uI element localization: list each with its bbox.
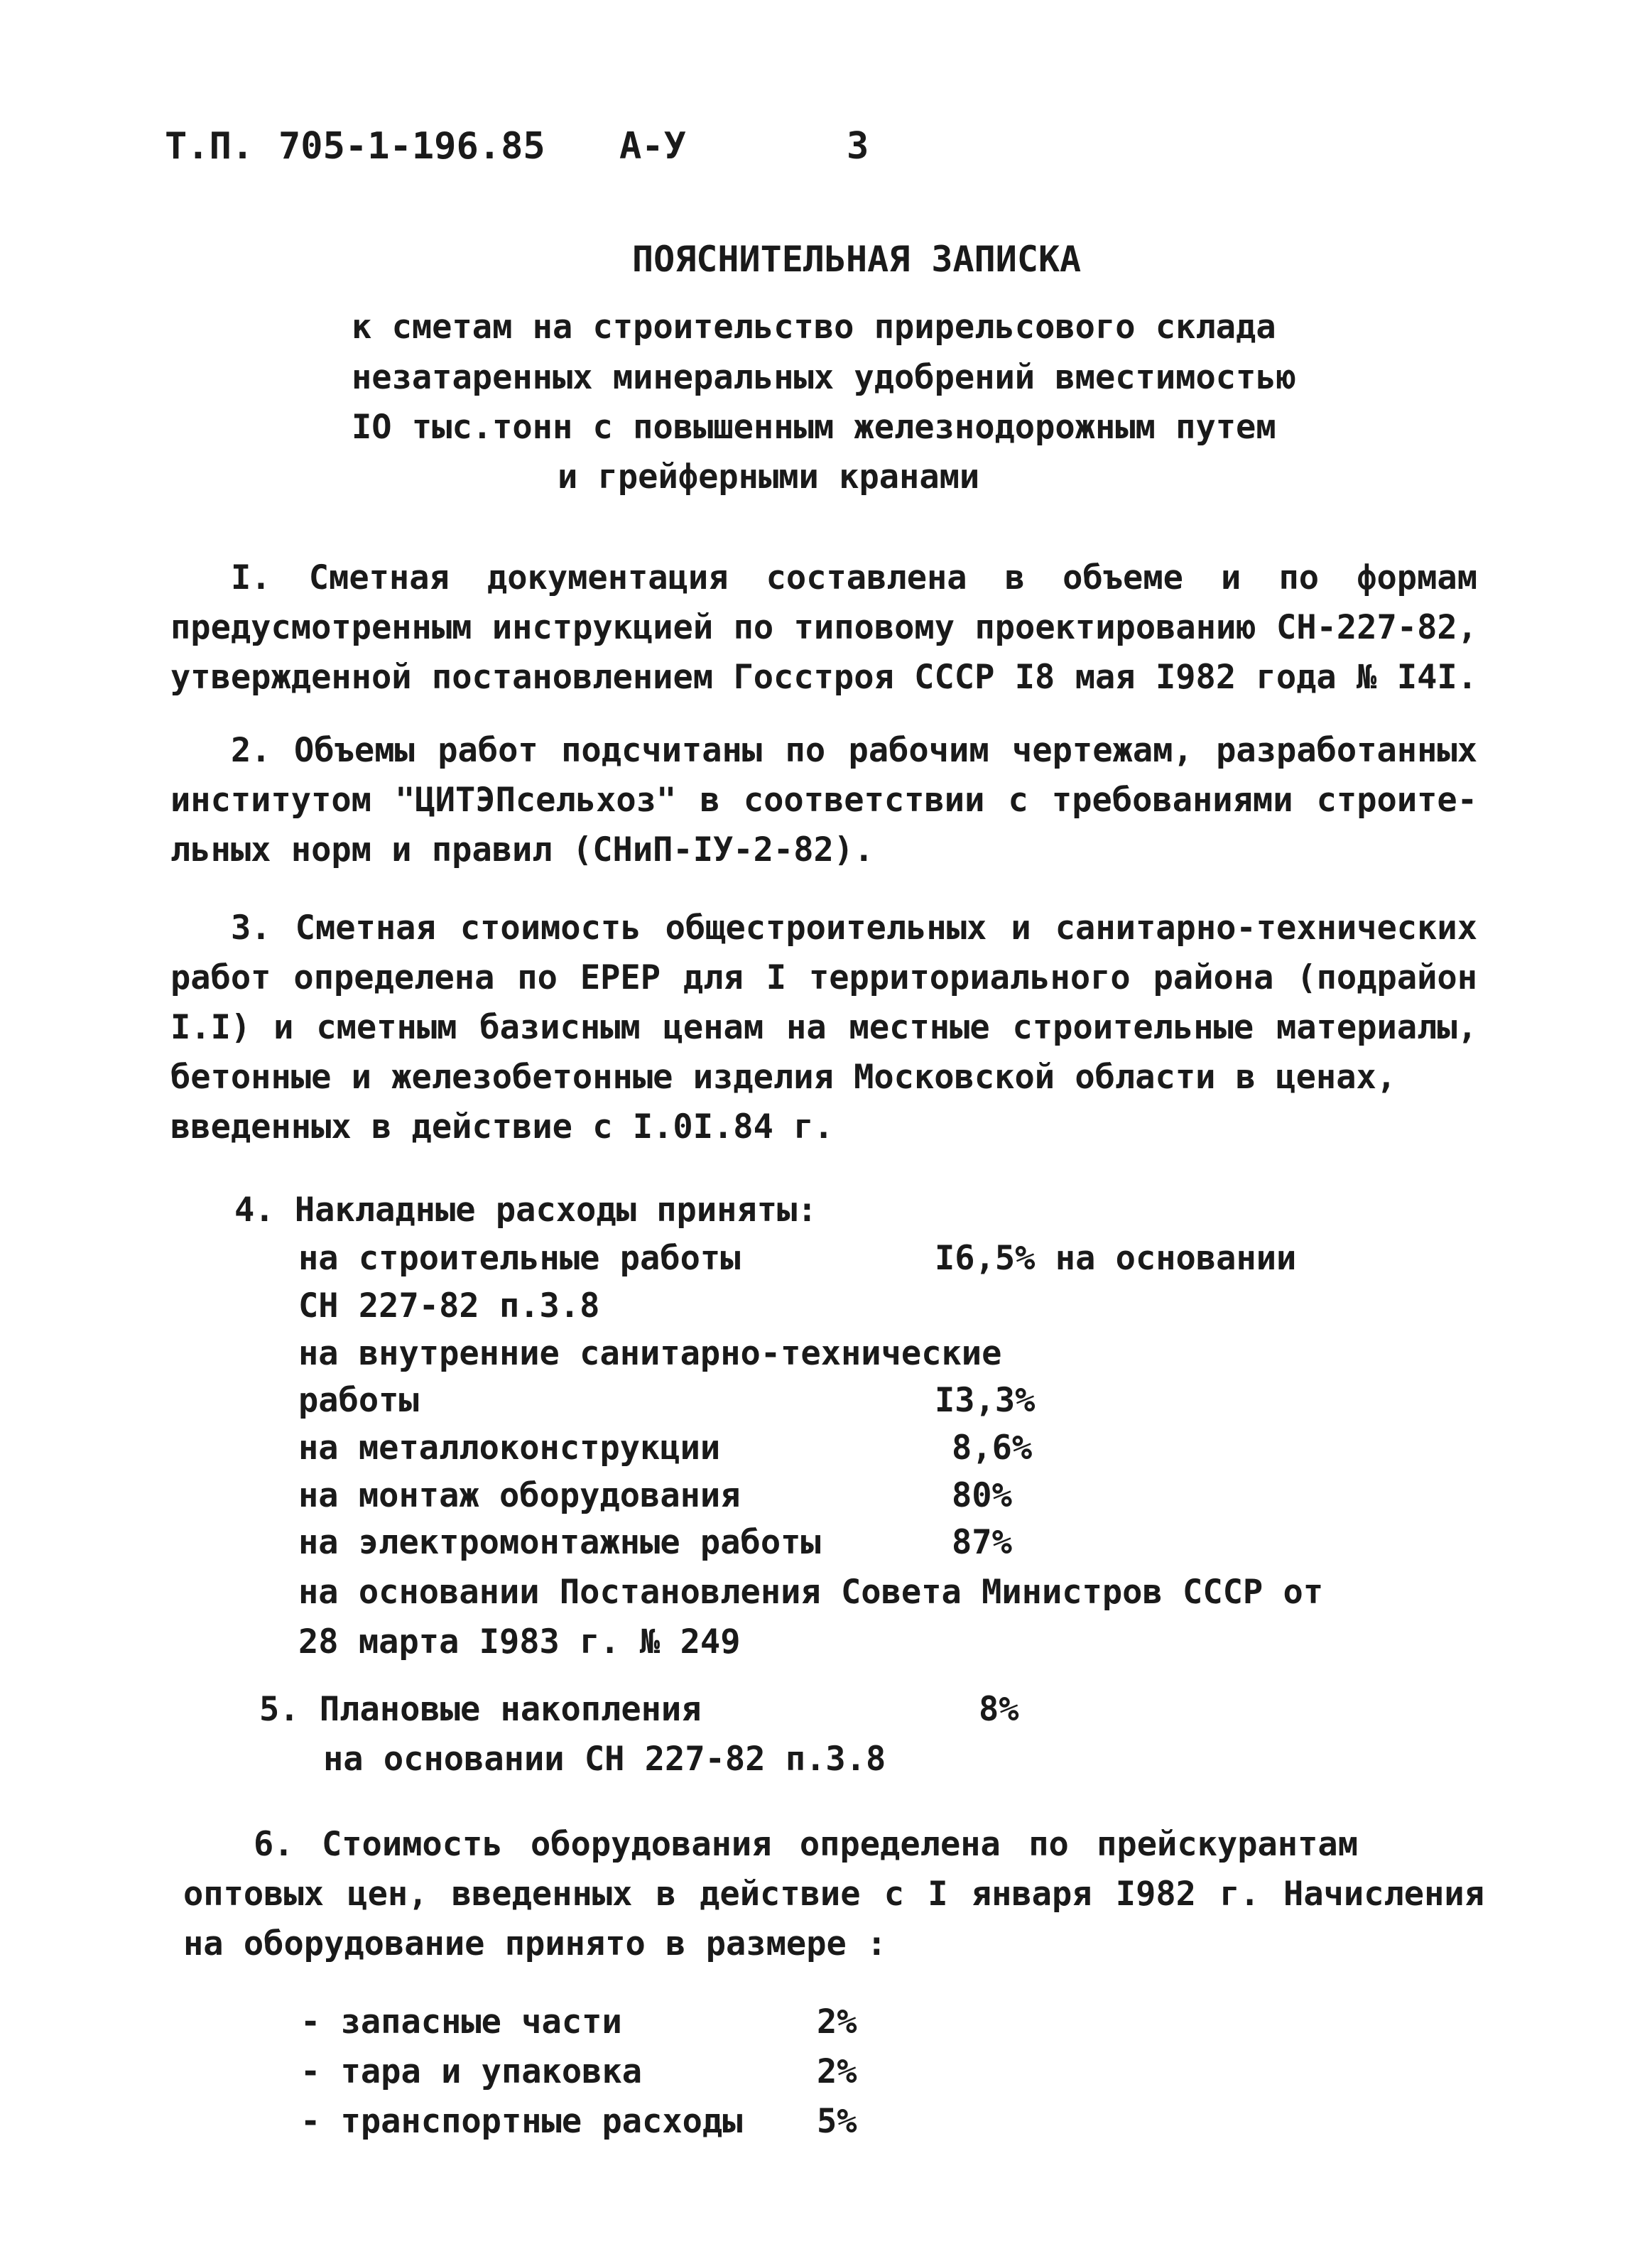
rate-basis-decree: на основании Постановления Совета Министров СССР от [298, 1573, 1324, 1612]
rate-value-equipment: 80% [952, 1476, 1012, 1515]
p6-line: на оборудование принято в размере : [183, 1924, 887, 1963]
header-album: А-У [619, 125, 686, 168]
p3-line: введенных в действие с I.0I.84 г. [170, 1107, 834, 1146]
p2-line: льных норм и правил (СНиП-IУ-2-82). [170, 830, 874, 869]
title-line: IO тыс.тонн с повышенным железнодорожным путем [352, 408, 1276, 447]
rate-label-equipment: на монтаж оборудования [298, 1476, 741, 1515]
rate-label-sanitary: на внутренние санитарно-технические [298, 1334, 1002, 1373]
rate-label-metal: на металлоконструкции [298, 1429, 721, 1468]
p6-line: оптовых цен, введенных в действие с I января I982 г. Начисления [183, 1875, 1484, 1914]
rate-value-building: I6,5% на основании [935, 1239, 1297, 1278]
p2-line: институтом "ЦИТЭПсельхоз" в соответствии с требованиями строите- [170, 781, 1477, 820]
surcharge-value-spare-parts: 2% [817, 2002, 857, 2042]
title-line: незатаренных минеральных удобрений вместимостью [352, 358, 1296, 397]
p3-line: бетонные и железобетонные изделия Московской области в ценах, [170, 1058, 1397, 1097]
surcharge-value-packaging: 2% [817, 2052, 857, 2091]
p3-line: I.I) и сметным базисным ценам на местные строительные материалы, [170, 1008, 1477, 1047]
rate-label-building: на строительные работы [298, 1239, 741, 1278]
p3-line: работ определена по ЕРЕР для I территориального района (подрайон [170, 958, 1477, 997]
rate-basis-building: СН 227-82 п.3.8 [298, 1286, 600, 1326]
p5-label: 5. Плановые накопления [259, 1690, 702, 1729]
p1-line: утвержденной постановлением Госстроя СССР I8 мая I982 года № I4I. [170, 658, 1477, 697]
surcharge-label-packaging: - тара и упаковка [300, 2052, 643, 2091]
surcharge-label-spare-parts: - запасные части [300, 2002, 622, 2042]
header-code: Т.П. [165, 125, 254, 168]
p6-line: 6. Стоимость оборудования определена по прейскурантам [254, 1825, 1358, 1864]
doc-heading: ПОЯСНИТЕЛЬНАЯ ЗАПИСКА [632, 239, 1082, 280]
title-line: к сметам на строительство прирельсового склада [352, 308, 1276, 347]
rate-value-metal: 8,6% [952, 1429, 1033, 1468]
page-number: 3 [847, 125, 869, 168]
surcharge-label-transport: - транспортные расходы [300, 2102, 743, 2141]
rate-basis-decree-date: 28 марта I983 г. № 249 [298, 1622, 741, 1661]
p3-line: 3. Сметная стоимость общестроительных и санитарно-технических [231, 909, 1477, 948]
p2-line: 2. Объемы работ подсчитаны по рабочим чертежам, разработанных [231, 731, 1477, 770]
p4-intro: 4. Накладные расходы приняты: [234, 1191, 817, 1230]
p1-line: предусмотренным инструкцией по типовому проектированию СН-227-82, [170, 608, 1477, 647]
rate-value-sanitary: I3,3% [935, 1381, 1036, 1420]
p1-line: I. Сметная документация составлена в объеме и по формам [231, 558, 1477, 597]
surcharge-value-transport: 5% [817, 2102, 857, 2141]
p5-basis: на основании СН 227-82 п.3.8 [323, 1740, 886, 1779]
rate-value-electrical: 87% [952, 1523, 1012, 1562]
title-line: и грейферными кранами [558, 457, 980, 497]
p5-value: 8% [979, 1690, 1019, 1729]
header-number: 705-1-196.85 [278, 125, 545, 168]
rate-label-electrical: на электромонтажные работы [298, 1523, 821, 1562]
rate-label-sanitary-cont: работы [298, 1381, 419, 1420]
